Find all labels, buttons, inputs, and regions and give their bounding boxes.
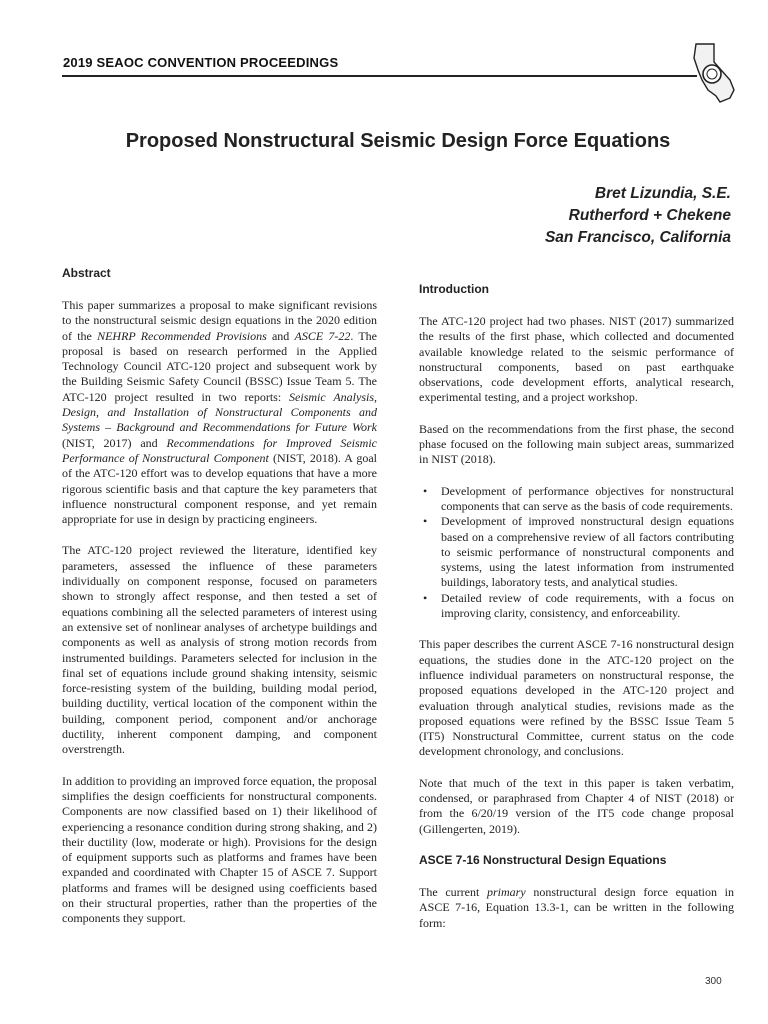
introduction-paragraph-3: This paper describes the current ASCE 7-16 nonstructural design equations, the studies done in the ATC-120 project on the influence individual parameters on nonstructural response, the proposed equations developed in the ATC-120 project and evaluation through analytical studies, revisions made as the proposed equations were refined by the BSSC Issue Team 5 (IT5) Nonstructural Committee, current status on the code development chronology, and conclusions.	[419, 637, 734, 759]
seaoc-california-logo-icon	[690, 40, 738, 106]
asce-section-heading: ASCE 7-16 Nonstructural Design Equations	[419, 852, 667, 867]
author-affiliation: Rutherford + Chekene	[568, 207, 731, 224]
abstract-heading: Abstract	[62, 266, 111, 280]
introduction-bullet-list	[419, 484, 734, 622]
left-column	[62, 266, 377, 943]
abstract-paragraph-2: The ATC-120 project reviewed the literature, identified key parameters, assessed the influence of these parameters individually on component response, focused on parameters shown to strongly affect response, and then tested a set of equations combining all the selected parameters of interest using an extensive set of nonlinear analyses of archetype buildings and components as well as analysis of strong motion records from instrumented buildings. Parameters selected for inclusion in the final set of equations include ground shaking intensity, seismic force-resisting system of the building, building modal period, building ductility, vertical location of the component within the building, component period, component and/or anchorage ductility, inherent component damping, and component overstrength.	[62, 543, 377, 757]
introduction-paragraph-4: Note that much of the text in this paper is taken verbatim, condensed, or paraphrased from Chapter 4 of NIST (2018) or from the 6/20/19 version of the IT5 code change proposal (Gillengerten, 2019).	[419, 775, 734, 836]
author-location: San Francisco, California	[544, 229, 731, 246]
asce-section-paragraph-1: The current primary nonstructural design force equation in ASCE 7-16, Equation 13.3-1, can be written in the following form:	[419, 884, 734, 930]
list-item: • Development of performance objectives for nonstructural components that can serve as the basis of code requirements.	[423, 483, 734, 513]
bullet-icon: •	[423, 483, 428, 498]
introduction-heading: Introduction	[419, 282, 489, 296]
list-item: • Development of improved nonstructural design equations based on a comprehensive review of all factors contributing to seismic performance of nonstructural components and systems, using the latest information from instrumented buildings, laboratory tests, and analytical studies.	[423, 514, 734, 590]
abstract-paragraph-1: This paper summarizes a proposal to make significant revisions to the nonstructural seismic design equations in the 2020 edition of the NEHRP Recommended Provisions and ASCE 7-22. The proposal is based on research performed in the Applied Technology Council ATC-120 project and subsequent work by the Building Seismic Safety Council (BSSC) Issue Team 5. The ATC-120 project resulted in two reports: Seismic Analysis, Design, and Installation of Nonstructural Components and Systems – Background and Recommendations for Future Work (NIST, 2017) and Recommendations for Improved Seismic Performance of Nonstructural Component (NIST, 2018). A goal of the ATC-120 effort was to develop equations that have a more rigorous scientific basis and that capture the key parameters that influence nonstructural component response, and yet remain appropriate for use in design by practicing engineers.	[62, 298, 377, 527]
introduction-paragraph-2: Based on the recommendations from the first phase, the second phase focused on the following main subject areas, summarized in NIST (2018).	[419, 421, 734, 467]
bullet-icon: •	[423, 514, 428, 529]
list-item: • Detailed review of code requirements, with a focus on improving clarity, consistency, and enforceability.	[423, 590, 734, 621]
bullet-icon: •	[423, 590, 428, 605]
paper-title: Proposed Nonstructural Seismic Design Force Equations	[125, 130, 671, 152]
right-column	[419, 282, 734, 947]
author-block	[545, 183, 731, 249]
abstract-paragraph-3: In addition to providing an improved force equation, the proposal simplifies the design coefficients for nonstructural components. Components are now classified based on 1) their likelihood of experiencing a resonance condition during strong shaking, and 2) their ductility (low, moderate or high). Provisions for the design of equipment supports such as platforms and frames have been expanded and coordinated with Chapter 15 of ASCE 7. Support platforms and frames will be designed using coefficients based on their structural properties, rather than the properties of the components they support.	[62, 773, 377, 926]
author-name: Bret Lizundia, S.E.	[594, 185, 731, 202]
introduction-paragraph-1: The ATC-120 project had two phases. NIST (2017) summarized the results of the first phase, which collected and documented available knowledge related to the seismic performance of nonstructural components, based on past earthquake observations, code development efforts, analytical research, experimental testing, and a project workshop.	[419, 314, 734, 405]
page-number: 300	[705, 976, 722, 987]
header-rule	[62, 75, 697, 77]
header-title: 2019 SEAOC CONVENTION PROCEEDINGS	[63, 55, 339, 70]
